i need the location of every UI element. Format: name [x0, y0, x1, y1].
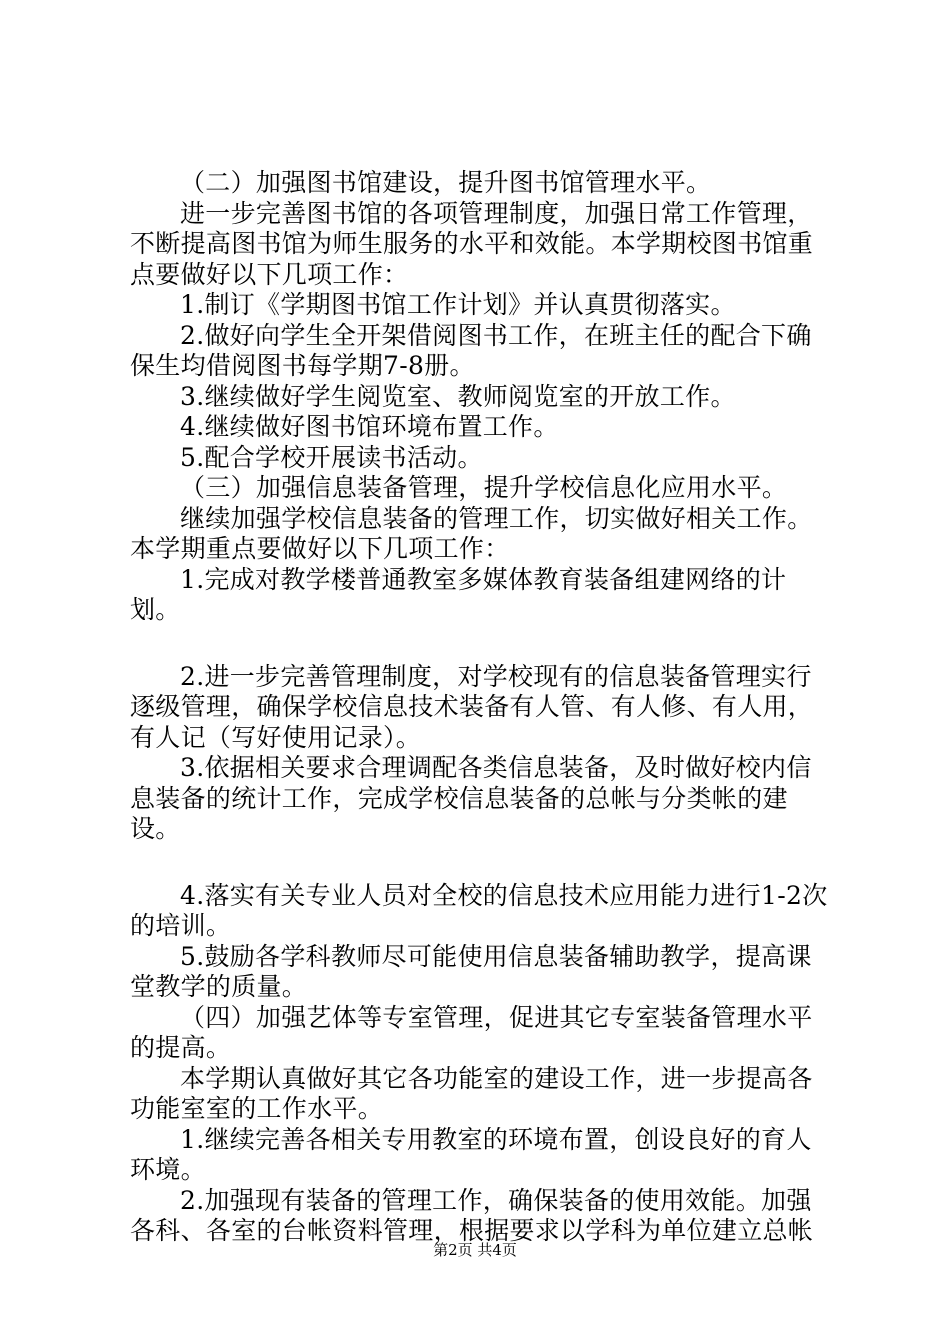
document-body [130, 168, 835, 1247]
list-item: 4.落实有关专业人员对全校的信息技术应用能力进行1-2次的培训。 [130, 880, 828, 940]
section-heading-4: （四）加强艺体等专室管理，促进其它专室装备管理水平的提高。 [130, 1002, 813, 1062]
list-item: 2.做好向学生全开架借阅图书工作，在班主任的配合下确保生均借阅图书每学期7-8册。 [130, 320, 812, 380]
list-item: 3.依据相关要求合理调配各类信息装备，及时做好校内信息装备的统计工作，完成学校信息装备的总帐与分类帐的建设。 [130, 753, 812, 843]
list-item: 1.制订《学期图书馆工作计划》并认真贯彻落实。 [180, 290, 736, 319]
paragraph: 进一步完善图书馆的各项管理制度，加强日常工作管理，不断提高图书馆为师生服务的水平和效能。本学期校图书馆重点要做好以下几项工作： [130, 198, 814, 289]
list-item: 2.加强现有装备的管理工作，确保装备的使用效能。加强各科、各室的台帐资料管理，根据要求以学科为单位建立总帐 [130, 1185, 814, 1245]
list-item: 1.完成对教学楼普通教室多媒体教育装备组建网络的计划。 [130, 564, 787, 624]
list-item: 5.配合学校开展读书活动。 [180, 442, 483, 472]
paragraph: 本学期认真做好其它各功能室的建设工作，进一步提高各功能室室的工作水平。 [130, 1063, 813, 1123]
list-item: 5.鼓励各学科教师尽可能使用信息装备辅助教学，提高课堂教学的质量。 [130, 941, 812, 1001]
paragraph: 继续加强学校信息装备的管理工作，切实做好相关工作。本学期重点要做好以下几项工作： [130, 503, 813, 563]
spacer [130, 845, 835, 881]
list-item: 4.继续做好图书馆环境布置工作。 [180, 412, 559, 441]
section-heading-3: （三）加强信息装备管理，提升学校信息化应用水平。 [180, 473, 788, 502]
list-item: 2.进一步完善管理制度，对学校现有的信息装备管理实行逐级管理，确保学校信息技术装备有人管、有人修、有人用，有人记（写好使用记录）。 [130, 661, 814, 752]
spacer [130, 626, 835, 662]
section-heading-2: （二）加强图书馆建设，提升图书馆管理水平。 [180, 168, 712, 197]
list-item: 3.继续做好学生阅览室、教师阅览室的开放工作。 [180, 381, 736, 411]
page-number-footer: 第2页 共4页 [433, 1241, 517, 1259]
list-item: 1.继续完善各相关专用教室的环境布置，创设良好的育人环境。 [130, 1124, 812, 1184]
